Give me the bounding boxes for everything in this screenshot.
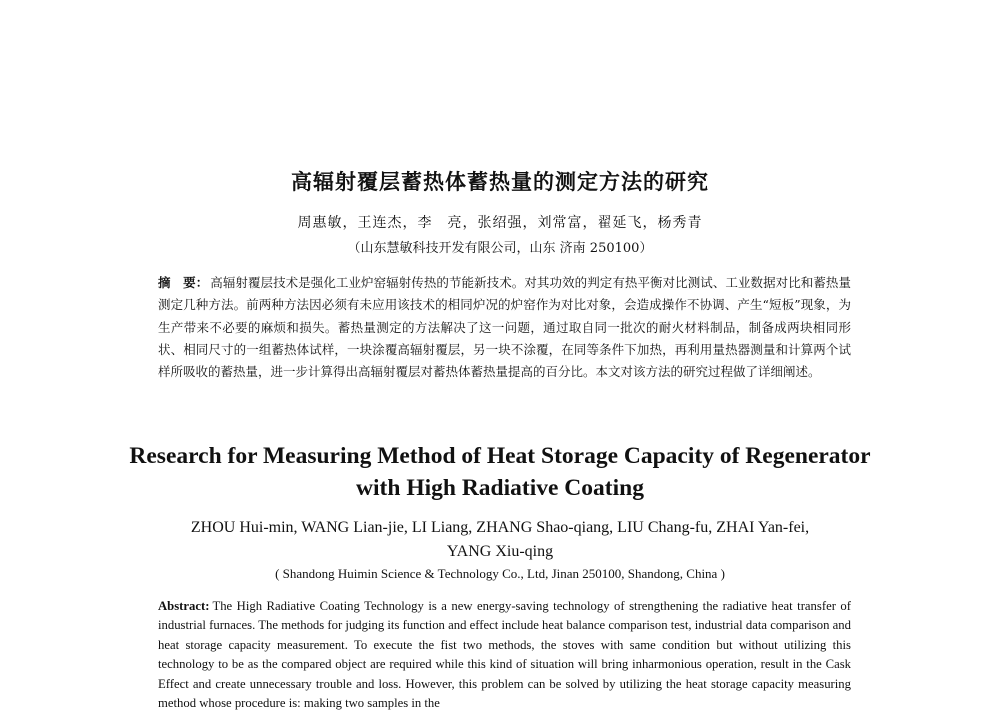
chinese-abstract [158,272,851,383]
english-authors-line2: YANG Xiu-qing [446,543,554,560]
chinese-authors: 周惠敏，王连杰，李 亮，张绍强，刘常富，翟延飞，杨秀青 [297,215,703,231]
english-title-line2: with High Radiative Coating [356,475,644,501]
english-abstract [158,597,851,713]
english-abstract-label: Abstract: [158,599,210,613]
chinese-abstract-label: 摘 要： [158,275,209,290]
chinese-title: 高辐射覆层蓄热体蓄热量的测定方法的研究 [291,170,709,194]
english-abstract-text: The High Radiative Coating Technology is a new energy-saving technology of strengthening the radiative heat transfer of industrial furnaces. The methods for judging its function and effect include heat balance comparison test, industrial data comparison and heat storage capacity measurement. To execute the fist two methods, the stoves with same condition but without utilizing this technology to be as the compared object are required while this kind of situation will bring inharmonious operation, result in the Cask Effect and create unnecessary trouble and loss. However, this problem can be solved by utilizing the heat storage capacity measuring method whose procedure is: making two samples in the [158,599,851,711]
english-title [100,440,900,504]
english-authors-line1: ZHOU Hui-min, WANG Lian-jie, LI Liang, ZHANG Shao-qiang, LIU Chang-fu, ZHAI Yan-fei, [190,519,810,536]
english-authors [130,516,870,564]
chinese-affiliation: （山东慧敏科技开发有限公司，山东 济南 250100） [347,241,653,256]
chinese-abstract-text: 高辐射覆层技术是强化工业炉窑辐射传热的节能新技术。对其功效的判定有热平衡对比测试、工业数据对比和蓄热量测定几种方法。前两种方法因必须有未应用该技术的相同炉况的炉窑作为对比对象，会造成操作不协调、产生“短板”现象，为生产带来不必要的麻烦和损失。蓄热量测定的方法解决了这一问题，通过取自同一批次的耐火材料制品，制备成两块相同形状、相同尺寸的一组蓄热体试样，一块涂覆高辐射覆层，另一块不涂覆，在同等条件下加热，再利用量热器测量和计算两个试样所吸收的蓄热量，进一步计算得出高辐射覆层对蓄热体蓄热量提高的百分比。本文对该方法的研究过程做了详细阐述。 [158,275,851,380]
english-title-line1: Research for Measuring Method of Heat Storage Capacity of Regenerator [129,443,871,469]
english-affiliation: ( Shandong Huimin Science & Technology Co., Ltd, Jinan 250100, Shandong, China ) [275,566,725,581]
